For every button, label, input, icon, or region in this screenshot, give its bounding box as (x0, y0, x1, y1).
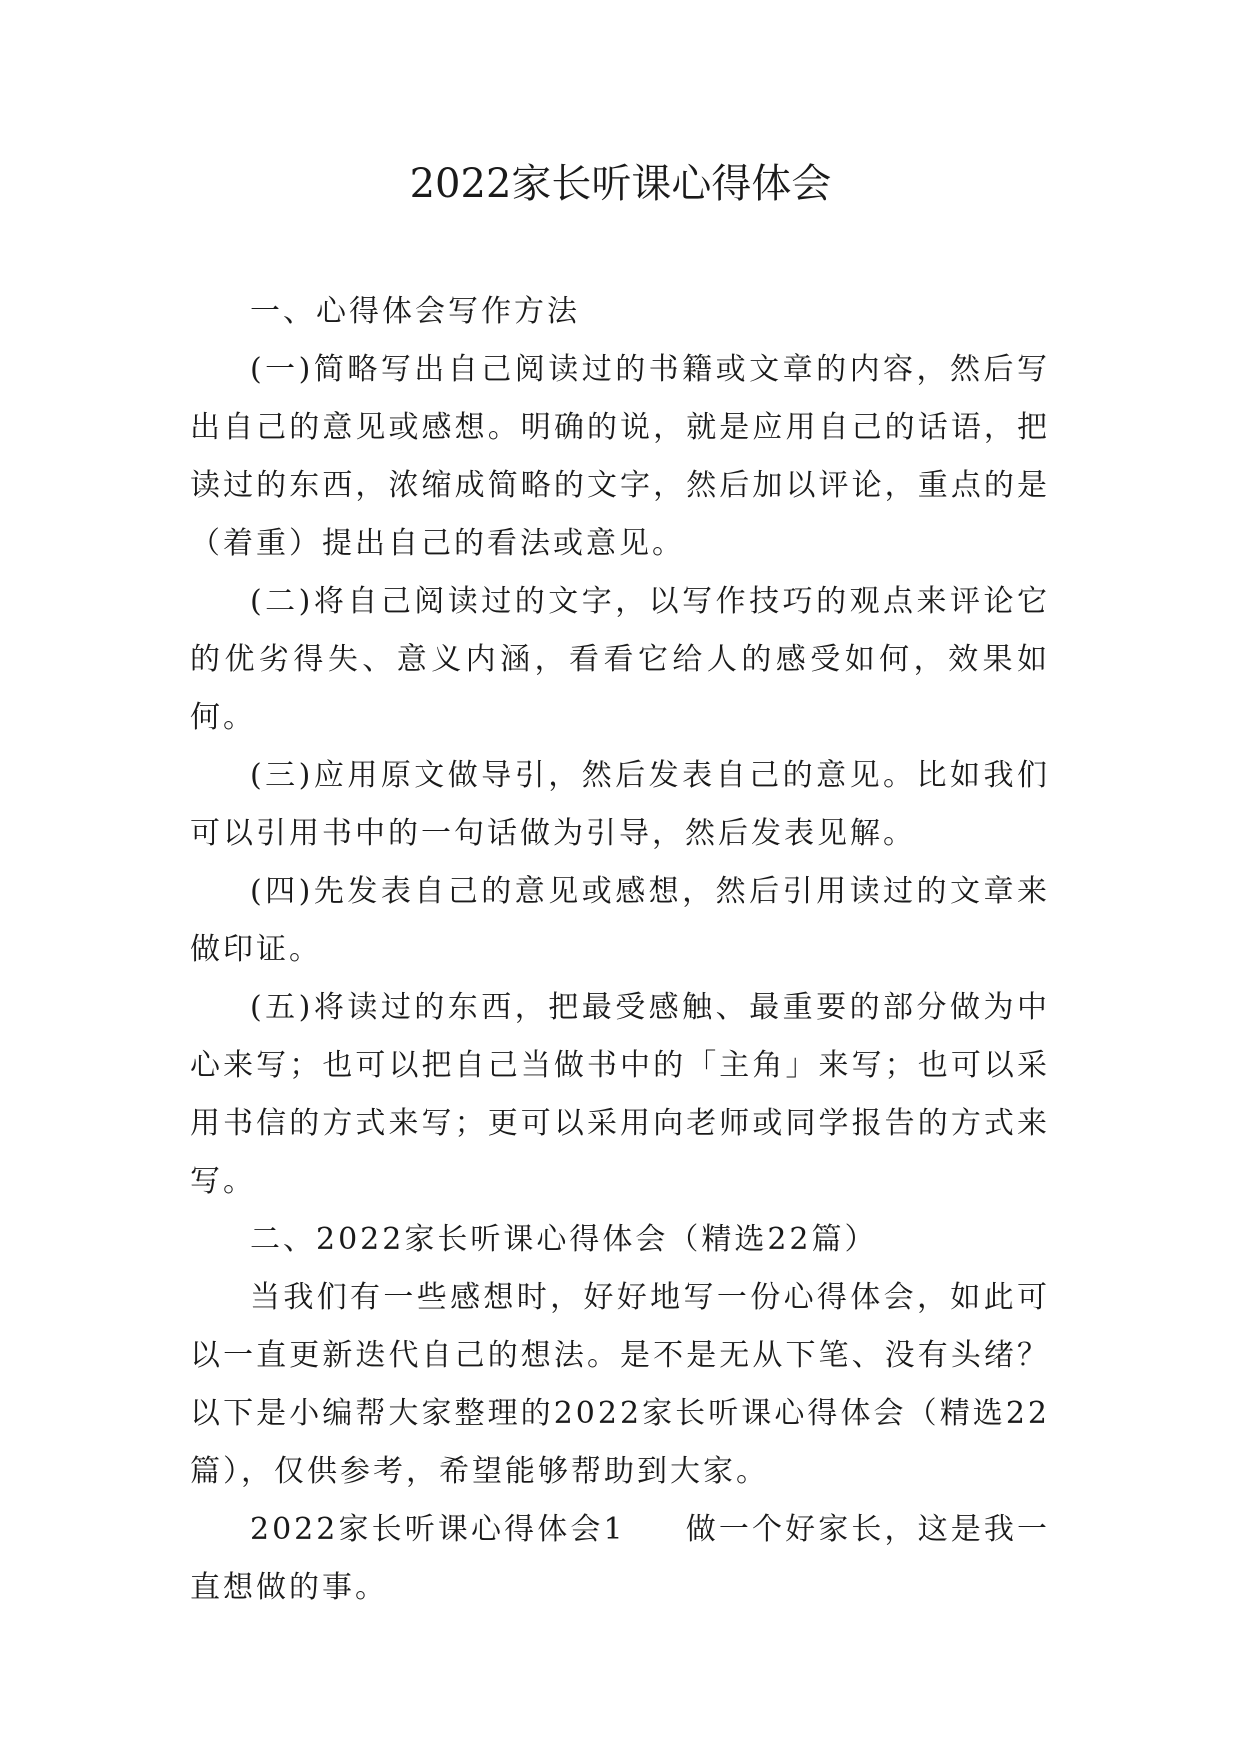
essay-1-heading: 2022家长听课心得体会1 (250, 1512, 626, 1547)
paragraph-introduction: 当我们有一些感想时，好好地写一份心得体会，如此可以一直更新迭代自己的想法。是不是无从下笔、没有头绪？以下是小编帮大家整理的2022家长听课心得体会（精选22篇），仅供参考，希望能够帮助到大家。 (190, 1280, 1050, 1489)
paragraph-method-5: (五)将读过的东西，把最受感触、最重要的部分做为中心来写；也可以把自己当做书中的「主角」来写；也可以采用书信的方式来写；更可以采用向老师或同学报告的方式来写。 (190, 990, 1050, 1199)
document-title: 2022家长听课心得体会 (409, 161, 832, 207)
paragraph-method-3: (三)应用原文做导引，然后发表自己的意见。比如我们可以引用书中的一句话做为引导，然后发表见解。 (190, 758, 1050, 851)
paragraph-essay-1 (190, 1501, 1050, 1617)
paragraph-method-4: (四)先发表自己的意见或感想，然后引用读过的文章来做印证。 (190, 874, 1050, 967)
section-heading-writing-methods: 一、心得体会写作方法 (250, 294, 580, 329)
paragraph-method-1: (一)简略写出自己阅读过的书籍或文章的内容，然后写出自己的意见或感想。明确的说，就是应用自己的话语，把读过的东西，浓缩成简略的文字，然后加以评论，重点的是（着重）提出自己的看法或意见。 (190, 352, 1050, 561)
document-body (190, 283, 1050, 1617)
essay-1-text: 做一个好家长，这是我一直想做的事。 (190, 1512, 1051, 1605)
paragraph-method-2: (二)将自己阅读过的文字，以写作技巧的观点来评论它的优劣得失、意义内涵，看看它给人的感受如何，效果如何。 (190, 584, 1050, 735)
section-heading-selected-essays: 二、2022家长听课心得体会（精选22篇） (250, 1222, 878, 1257)
